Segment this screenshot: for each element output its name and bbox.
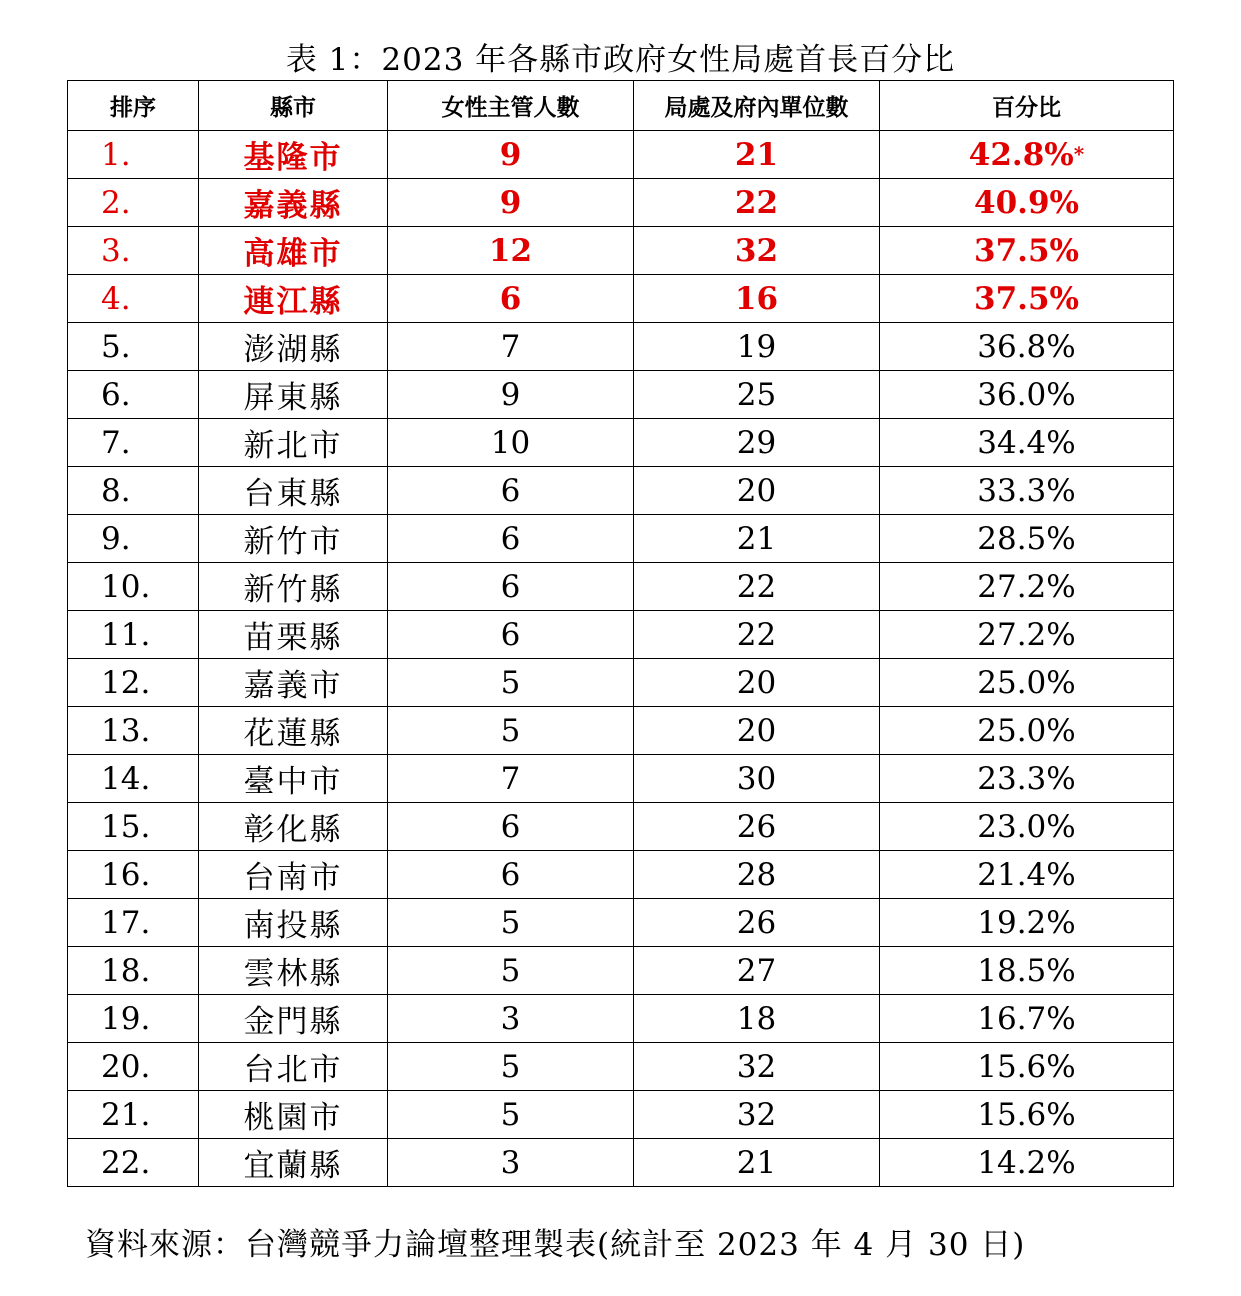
city-cell-text: 雲林縣 (243, 956, 343, 992)
rank-cell (68, 755, 199, 803)
female-heads-cell-text: 6 (499, 280, 522, 317)
units-cell-text: 27 (736, 952, 777, 989)
table-row (68, 899, 1174, 947)
female-heads-cell (388, 131, 634, 179)
units-cell (634, 1091, 880, 1139)
percent-cell-text: 15.6% (977, 1048, 1076, 1085)
percent-cell-text: 25.0% (977, 712, 1076, 749)
percent-cell (880, 995, 1174, 1043)
units-cell-text: 20 (736, 472, 777, 509)
rank-cell (68, 851, 199, 899)
rank-cell-text: 19. (101, 1000, 151, 1037)
units-cell-text: 32 (736, 1096, 777, 1133)
city-cell (199, 707, 388, 755)
units-cell-text: 22 (734, 184, 779, 221)
table-row (68, 755, 1174, 803)
units-cell (634, 659, 880, 707)
percent-cell-text: 23.3% (977, 760, 1076, 797)
female-heads-cell-text: 6 (500, 808, 521, 845)
footnote-marker: * (1073, 141, 1085, 166)
table-row (68, 1043, 1174, 1091)
rank-cell-text: 13. (101, 712, 151, 749)
rank-cell-text: 9. (101, 520, 131, 557)
city-cell-text: 嘉義縣 (243, 188, 343, 224)
female-heads-cell-text: 5 (500, 904, 521, 941)
units-cell-text: 21 (736, 1144, 777, 1181)
rank-cell-text: 8. (101, 472, 131, 509)
city-cell-text: 台東縣 (243, 476, 343, 512)
table-row (68, 563, 1174, 611)
female-heads-cell-text: 6 (500, 616, 521, 653)
percent-cell-text: 27.2% (977, 568, 1076, 605)
units-cell (634, 515, 880, 563)
rank-cell-text: 20. (101, 1048, 151, 1085)
female-heads-cell (388, 323, 634, 371)
units-cell (634, 611, 880, 659)
city-cell (199, 851, 388, 899)
units-cell-text: 26 (736, 904, 777, 941)
city-cell-text: 屏東縣 (243, 380, 343, 416)
female-heads-cell (388, 179, 634, 227)
header-female-heads: 女性主管人數 (388, 81, 634, 131)
table-row (68, 227, 1174, 275)
city-cell (199, 611, 388, 659)
city-cell-text: 彰化縣 (243, 812, 343, 848)
city-cell-text: 桃園市 (243, 1100, 343, 1136)
percent-cell (880, 227, 1174, 275)
rank-cell-text: 11. (101, 616, 151, 653)
table-row (68, 1139, 1174, 1187)
rank-cell-text: 18. (101, 952, 151, 989)
table-row (68, 515, 1174, 563)
percent-cell-text: 27.2% (977, 616, 1076, 653)
units-cell-text: 30 (736, 760, 777, 797)
female-heads-cell (388, 659, 634, 707)
percent-cell (880, 515, 1174, 563)
rank-cell (68, 131, 199, 179)
percent-cell-text: 40.9% (974, 184, 1079, 221)
female-heads-cell (388, 227, 634, 275)
units-cell-text: 19 (736, 328, 777, 365)
units-cell (634, 131, 880, 179)
percent-cell-text: 16.7% (977, 1000, 1076, 1037)
female-heads-cell (388, 419, 634, 467)
table-row (68, 611, 1174, 659)
female-heads-cell (388, 1091, 634, 1139)
rank-cell (68, 611, 199, 659)
female-heads-cell-text: 6 (500, 568, 521, 605)
units-cell-text: 26 (736, 808, 777, 845)
units-cell-text: 20 (736, 712, 777, 749)
female-heads-cell (388, 563, 634, 611)
female-heads-cell (388, 275, 634, 323)
rank-cell-text: 21. (101, 1096, 151, 1133)
rank-cell (68, 1139, 199, 1187)
rank-cell-text: 1. (101, 136, 131, 173)
units-cell (634, 851, 880, 899)
female-heads-cell-text: 12 (488, 232, 533, 269)
city-cell-text: 金門縣 (243, 1004, 343, 1040)
city-cell (199, 419, 388, 467)
units-cell-text: 32 (736, 1048, 777, 1085)
percent-cell-text: 28.5% (977, 520, 1076, 557)
city-cell (199, 755, 388, 803)
female-heads-cell (388, 803, 634, 851)
city-cell-text: 嘉義市 (243, 668, 343, 704)
city-cell (199, 131, 388, 179)
percent-cell-text: 34.4% (977, 424, 1076, 461)
rank-cell (68, 275, 199, 323)
female-heads-cell-text: 6 (500, 472, 521, 509)
units-cell (634, 323, 880, 371)
percent-cell (880, 419, 1174, 467)
female-heads-cell-text: 7 (500, 760, 521, 797)
city-cell-text: 臺中市 (243, 764, 343, 800)
units-cell (634, 227, 880, 275)
female-heads-cell-text: 10 (490, 424, 531, 461)
rank-cell-text: 6. (101, 376, 131, 413)
city-cell-text: 苗栗縣 (243, 620, 343, 656)
rank-cell (68, 659, 199, 707)
table-row (68, 947, 1174, 995)
female-heads-cell-text: 3 (500, 1144, 521, 1181)
female-heads-cell-text: 7 (500, 328, 521, 365)
city-cell (199, 1091, 388, 1139)
units-cell (634, 947, 880, 995)
female-heads-cell-text: 9 (500, 376, 521, 413)
city-cell-text: 宜蘭縣 (243, 1148, 343, 1184)
table-row (68, 419, 1174, 467)
table-row (68, 323, 1174, 371)
rank-cell (68, 707, 199, 755)
female-heads-cell (388, 1043, 634, 1091)
percent-cell (880, 1091, 1174, 1139)
city-cell-text: 新竹市 (243, 524, 343, 560)
female-heads-cell (388, 611, 634, 659)
units-cell (634, 899, 880, 947)
rank-cell-text: 10. (101, 568, 151, 605)
city-cell (199, 323, 388, 371)
female-heads-cell (388, 755, 634, 803)
rank-cell (68, 803, 199, 851)
table-row (68, 659, 1174, 707)
city-cell (199, 1043, 388, 1091)
percent-cell (880, 611, 1174, 659)
percent-cell-text: 33.3% (977, 472, 1076, 509)
units-cell (634, 563, 880, 611)
percent-cell-text: 14.2% (977, 1144, 1076, 1181)
units-cell (634, 1139, 880, 1187)
female-heads-cell (388, 947, 634, 995)
percent-cell (880, 899, 1174, 947)
rank-cell-text: 7. (101, 424, 131, 461)
percent-cell-text: 18.5% (977, 952, 1076, 989)
percent-cell-text: 19.2% (977, 904, 1076, 941)
female-heads-table (67, 80, 1174, 1187)
percent-cell (880, 947, 1174, 995)
percent-cell (880, 755, 1174, 803)
units-cell-text: 22 (736, 568, 777, 605)
percent-cell (880, 467, 1174, 515)
percent-cell-text: 37.5% (974, 232, 1079, 269)
rank-cell (68, 371, 199, 419)
units-cell (634, 275, 880, 323)
percent-cell-text: 25.0% (977, 664, 1076, 701)
city-cell-text: 澎湖縣 (243, 332, 343, 368)
percent-cell-text: 42.8% (968, 136, 1074, 173)
female-heads-cell-text: 5 (500, 712, 521, 749)
table-row (68, 995, 1174, 1043)
units-cell (634, 803, 880, 851)
rank-cell (68, 563, 199, 611)
rank-cell (68, 227, 199, 275)
city-cell (199, 803, 388, 851)
percent-cell-text: 23.0% (977, 808, 1076, 845)
rank-cell-text: 22. (101, 1144, 151, 1181)
rank-cell-text: 14. (101, 760, 151, 797)
rank-cell-text: 4. (101, 280, 131, 317)
units-cell-text: 22 (736, 616, 777, 653)
table-row (68, 275, 1174, 323)
units-cell-text: 18 (736, 1000, 777, 1037)
female-heads-cell (388, 1139, 634, 1187)
female-heads-cell (388, 467, 634, 515)
units-cell (634, 371, 880, 419)
city-cell (199, 1139, 388, 1187)
city-cell (199, 947, 388, 995)
percent-cell (880, 371, 1174, 419)
table-row (68, 851, 1174, 899)
percent-cell-text: 21.4% (977, 856, 1076, 893)
rank-cell (68, 419, 199, 467)
female-heads-cell-text: 5 (500, 1048, 521, 1085)
city-cell-text: 台北市 (243, 1052, 343, 1088)
rank-cell (68, 995, 199, 1043)
rank-cell (68, 1091, 199, 1139)
percent-cell-text: 37.5% (974, 280, 1079, 317)
rank-cell (68, 467, 199, 515)
percent-cell (880, 659, 1174, 707)
header-rank: 排序 (68, 81, 199, 131)
rank-cell-text: 12. (101, 664, 151, 701)
city-cell-text: 連江縣 (243, 284, 343, 320)
units-cell (634, 995, 880, 1043)
rank-cell (68, 947, 199, 995)
city-cell (199, 515, 388, 563)
table-row (68, 707, 1174, 755)
header-row (68, 81, 1174, 131)
units-cell-text: 28 (736, 856, 777, 893)
percent-cell (880, 1139, 1174, 1187)
city-cell-text: 新北市 (243, 428, 343, 464)
female-heads-cell (388, 515, 634, 563)
rank-cell-text: 5. (101, 328, 131, 365)
rank-cell-text: 2. (101, 184, 131, 221)
rank-cell-text: 15. (101, 808, 151, 845)
table-row (68, 179, 1174, 227)
percent-cell (880, 563, 1174, 611)
units-cell-text: 20 (736, 664, 777, 701)
city-cell (199, 275, 388, 323)
header-percent: 百分比 (880, 81, 1174, 131)
rank-cell-text: 16. (101, 856, 151, 893)
female-heads-cell (388, 899, 634, 947)
rank-cell (68, 899, 199, 947)
percent-cell (880, 1043, 1174, 1091)
rank-cell-text: 17. (101, 904, 151, 941)
female-heads-cell-text: 6 (500, 520, 521, 557)
city-cell (199, 995, 388, 1043)
city-cell-text: 台南市 (243, 860, 343, 896)
header-units: 局處及府內單位數 (634, 81, 880, 131)
percent-cell (880, 275, 1174, 323)
table-row (68, 371, 1174, 419)
units-cell-text: 29 (736, 424, 777, 461)
percent-cell-text: 36.8% (977, 328, 1076, 365)
percent-cell (880, 179, 1174, 227)
units-cell-text: 21 (736, 520, 777, 557)
units-cell (634, 755, 880, 803)
female-heads-cell (388, 995, 634, 1043)
source-note: 資料來源：台灣競爭力論壇整理製表(統計至 2023 年 4 月 30 日) (85, 1227, 1026, 1263)
percent-cell (880, 323, 1174, 371)
rank-cell-text: 3. (101, 232, 131, 269)
units-cell (634, 707, 880, 755)
header-city: 縣市 (199, 81, 388, 131)
female-heads-cell-text: 5 (500, 1096, 521, 1133)
percent-cell (880, 851, 1174, 899)
table-row (68, 1091, 1174, 1139)
units-cell (634, 1043, 880, 1091)
units-cell-text: 25 (736, 376, 777, 413)
city-cell-text: 花蓮縣 (243, 716, 343, 752)
table-row (68, 467, 1174, 515)
city-cell (199, 659, 388, 707)
city-cell (199, 371, 388, 419)
units-cell-text: 21 (734, 136, 779, 173)
units-cell (634, 467, 880, 515)
female-heads-cell-text: 9 (499, 136, 522, 173)
rank-cell (68, 323, 199, 371)
percent-cell (880, 131, 1174, 179)
rank-cell (68, 515, 199, 563)
units-cell (634, 419, 880, 467)
percent-cell (880, 707, 1174, 755)
female-heads-cell-text: 5 (500, 664, 521, 701)
units-cell-text: 32 (734, 232, 779, 269)
rank-cell (68, 179, 199, 227)
table-row (68, 131, 1174, 179)
percent-cell (880, 803, 1174, 851)
percent-cell-text: 36.0% (977, 376, 1076, 413)
female-heads-cell (388, 851, 634, 899)
city-cell (199, 467, 388, 515)
units-cell (634, 179, 880, 227)
city-cell (199, 179, 388, 227)
table-title: 表 1：2023 年各縣市政府女性局處首長百分比 (285, 42, 956, 78)
female-heads-cell-text: 3 (500, 1000, 521, 1037)
female-heads-cell-text: 5 (500, 952, 521, 989)
table-row (68, 803, 1174, 851)
city-cell-text: 基隆市 (243, 140, 343, 176)
city-cell-text: 南投縣 (243, 908, 343, 944)
female-heads-cell-text: 9 (499, 184, 522, 221)
female-heads-cell (388, 371, 634, 419)
female-heads-cell (388, 707, 634, 755)
city-cell (199, 899, 388, 947)
units-cell-text: 16 (734, 280, 779, 317)
percent-cell-text: 15.6% (977, 1096, 1076, 1133)
city-cell (199, 563, 388, 611)
city-cell-text: 新竹縣 (243, 572, 343, 608)
city-cell-text: 高雄市 (243, 236, 343, 272)
rank-cell (68, 1043, 199, 1091)
female-heads-cell-text: 6 (500, 856, 521, 893)
city-cell (199, 227, 388, 275)
